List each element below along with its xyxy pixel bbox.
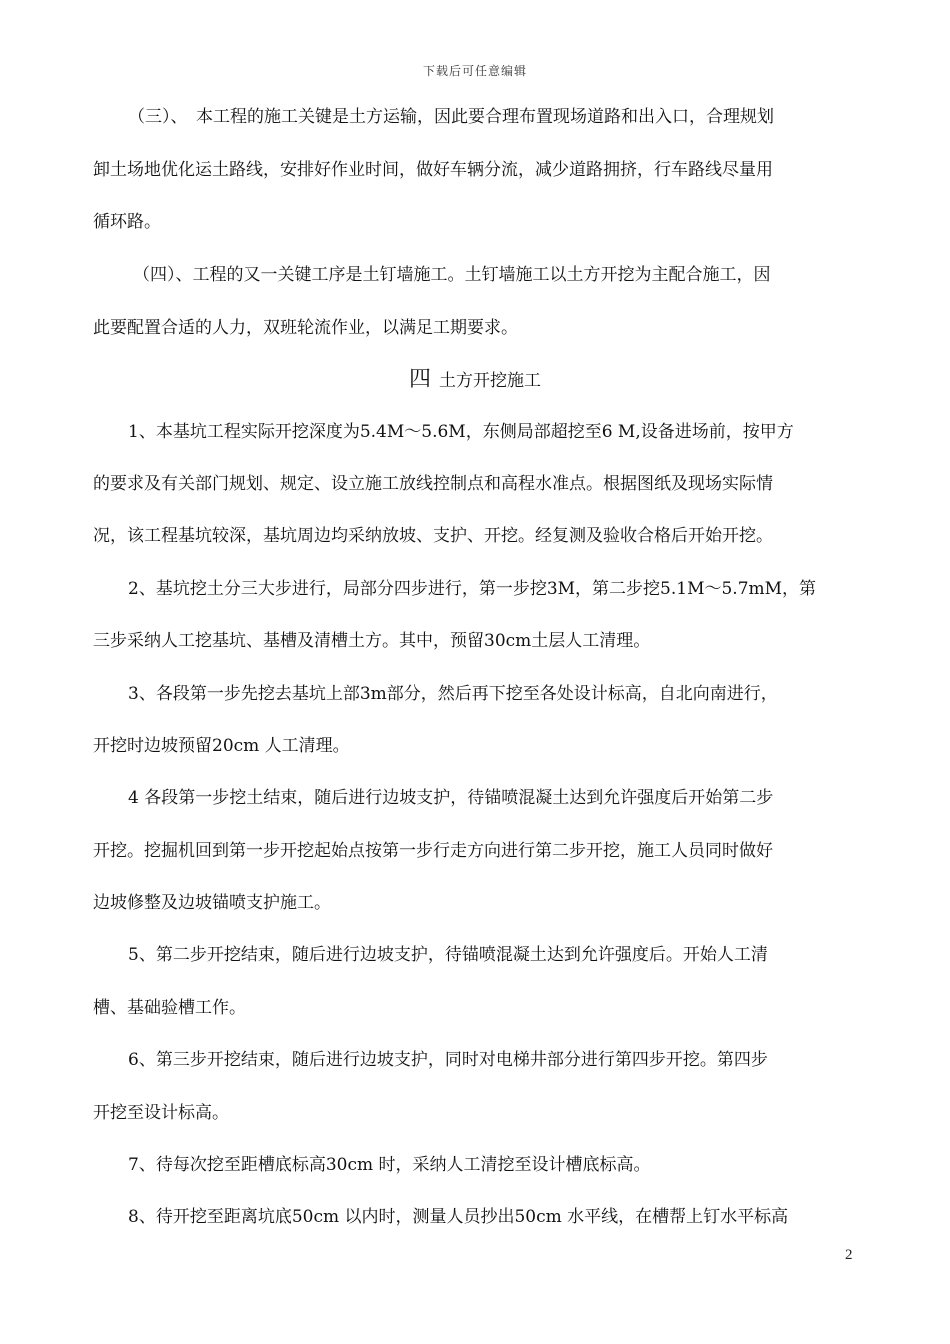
- text-line: （三）、 本工程的施工关键是土方运输，因此要合理布置现场道路和出入口，合理规划: [128, 107, 774, 127]
- section-title: [0, 367, 950, 394]
- text-line: 开挖时边坡预留20cm 人工清理。: [93, 736, 350, 756]
- text-line: 循环路。: [93, 212, 161, 232]
- text-line: 7、待每次挖至距槽底标高30cm 时，采纳人工清挖至设计槽底标高。: [128, 1155, 651, 1175]
- text-line: 4 各段第一步挖土结束，随后进行边坡支护，待锚喷混凝土达到允许强度后开始第二步: [128, 788, 774, 808]
- section-title-text: 土方开挖施工: [439, 371, 541, 391]
- text-line: 1、本基坑工程实际开挖深度为5.4M～5.6M，东侧局部超挖至6 M,设备进场前，按甲方: [128, 422, 794, 442]
- text-line: 6、第三步开挖结束，随后进行边坡支护，同时对电梯井部分进行第四步开挖。第四步: [128, 1050, 768, 1070]
- text-line: 5、第二步开挖结束，随后进行边坡支护，待锚喷混凝土达到允许强度后。开始人工清: [128, 945, 768, 965]
- text-line: 开挖至设计标高。: [93, 1103, 229, 1123]
- section-numeral: 四: [408, 367, 431, 392]
- text-line: 开挖。挖掘机回到第一步开挖起始点按第一步行走方向进行第二步开挖，施工人员同时做好: [93, 841, 773, 861]
- text-line: （四）、工程的又一关键工序是土钉墙施工。土钉墙施工以土方开挖为主配合施工，因: [133, 265, 771, 285]
- text-line: 卸土场地优化运土路线，安排好作业时间，做好车辆分流，减少道路拥挤，行车路线尽量用: [93, 160, 773, 180]
- text-line: 此要配置合适的人力，双班轮流作业，以满足工期要求。: [93, 318, 518, 338]
- text-line: 2、基坑挖土分三大步进行，局部分四步进行，第一步挖3M，第二步挖5.1M～5.7mM，第: [128, 579, 817, 599]
- text-line: 3、各段第一步先挖去基坑上部3m部分，然后再下挖至各处设计标高，自北向南进行，: [128, 684, 778, 704]
- text-line: 8、待开挖至距离坑底50cm 以内时，测量人员抄出50cm 水平线，在槽帮上钉水平标高: [128, 1207, 789, 1227]
- page-number: 2: [845, 1247, 853, 1263]
- text-line: 三步采纳人工挖基坑、基槽及清槽土方。其中，预留30cm土层人工清理。: [93, 631, 651, 651]
- text-line: 边坡修整及边坡锚喷支护施工。: [93, 893, 331, 913]
- page-header-note: 下载后可任意编辑: [422, 64, 527, 78]
- text-line: 槽、基础验槽工作。: [93, 998, 246, 1018]
- text-line: 的要求及有关部门规划、规定、设立施工放线控制点和高程水准点。根据图纸及现场实际情: [93, 474, 773, 494]
- text-line: 况，该工程基坑较深，基坑周边均采纳放坡、支护、开挖。经复测及验收合格后开始开挖。: [93, 526, 773, 546]
